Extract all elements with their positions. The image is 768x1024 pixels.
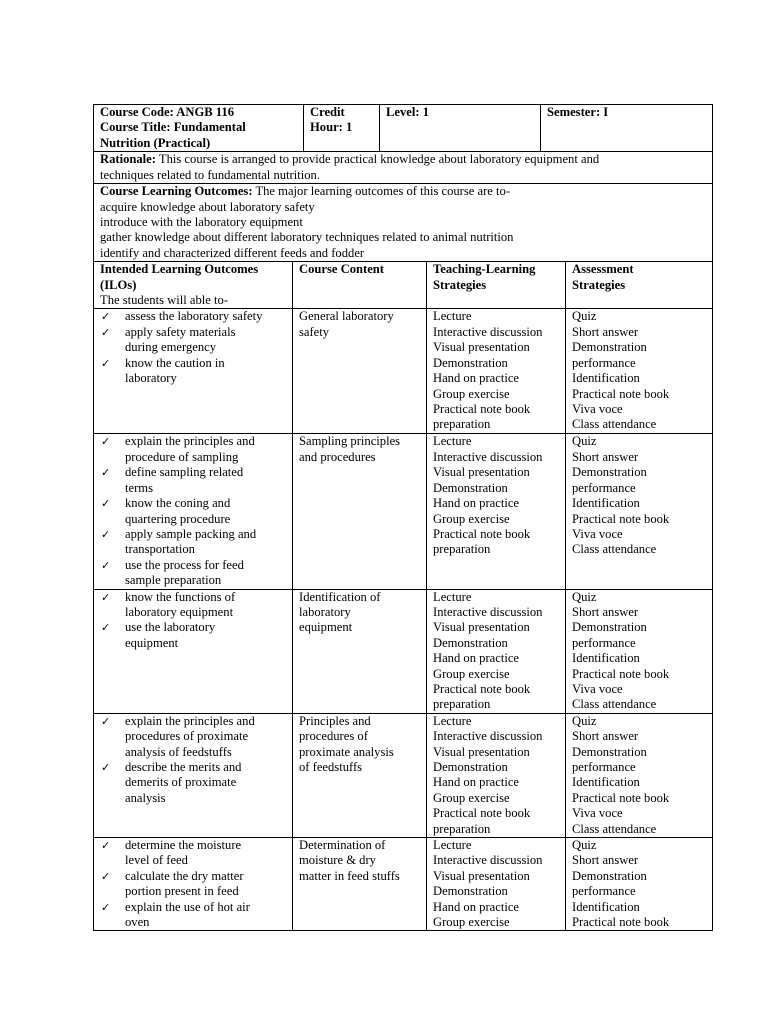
ilo-item [100, 496, 286, 527]
content-cell [293, 589, 427, 713]
teaching-strategy-line: Demonstration [433, 760, 508, 774]
assessment-strategy-cell [566, 838, 713, 931]
ilo-text: define sampling related [125, 465, 244, 480]
teaching-strategy-line: Demonstration [433, 635, 508, 650]
teaching-strategy-line: Practical note book [433, 401, 531, 416]
teaching-strategy-line: Practical note book [433, 526, 531, 541]
content-line: matter in feed stuffs [299, 868, 400, 883]
ilo-text: describe the merits and [125, 760, 242, 774]
rationale-row [94, 152, 713, 184]
checkmark-icon: ✓ [101, 356, 111, 370]
ilo-text: transportation [125, 542, 195, 557]
credit-cell [304, 105, 380, 152]
teaching-strategy-line: Group exercise [433, 511, 510, 526]
outcome-item: acquire knowledge about laboratory safety [100, 199, 315, 214]
teaching-strategy-line: Demonstration [433, 355, 508, 370]
table-row [94, 309, 713, 434]
teaching-strategy-line: Group exercise [433, 386, 510, 401]
assessment-strategy-line: Class attendance [572, 821, 657, 836]
ilo-item [100, 590, 286, 621]
table-row [94, 434, 713, 589]
ilo-cell [94, 589, 293, 713]
content-line: moisture & dry [299, 853, 376, 868]
assessment-strategy-line: Short answer [572, 324, 639, 339]
teaching-strategy-line: Demonstration [433, 480, 508, 495]
assessment-strategy-line: Class attendance [572, 417, 657, 432]
course-title-cont: Nutrition (Practical) [100, 135, 211, 150]
teaching-strategy-line: Visual presentation [433, 340, 530, 355]
content-line: laboratory [299, 604, 351, 619]
ilo-item [100, 465, 286, 496]
teaching-strategy-cell [427, 838, 566, 931]
ilo-text: analysis of feedstuffs [125, 744, 232, 759]
ilo-text: oven [125, 915, 150, 930]
outcomes-intro: The major learning outcomes of this course are to- [255, 184, 511, 199]
ilo-text: apply sample packing and [125, 526, 257, 541]
assessment-strategy-line: performance [572, 635, 636, 650]
content-header-cell [293, 262, 427, 309]
assessment-header-cont: Strategies [572, 277, 626, 292]
checkmark-icon: ✓ [101, 558, 111, 572]
teaching-strategy-line: Lecture [433, 309, 472, 324]
ilo-header-cell [94, 262, 293, 309]
ilo-item [100, 434, 286, 465]
teaching-strategy-line: Visual presentation [433, 620, 530, 635]
teaching-strategy-line: Practical note book [433, 681, 531, 696]
ilo-text: know the coning and [125, 496, 231, 511]
content-line: Principles and [299, 713, 371, 728]
table-row [94, 589, 713, 713]
teaching-strategy-cell [427, 309, 566, 434]
teaching-header-cell [427, 262, 566, 309]
checkmark-icon: ✓ [101, 839, 111, 853]
ilo-text: use the laboratory [125, 620, 216, 635]
teaching-strategy-line: Visual presentation [433, 465, 530, 480]
checkmark-icon: ✓ [101, 497, 111, 511]
teaching-strategy-line: Lecture [433, 713, 472, 728]
assessment-strategy-line: Quiz [572, 309, 597, 324]
assessment-strategy-line: Demonstration [572, 744, 647, 759]
ilo-item [100, 838, 286, 869]
assessment-strategy-cell [566, 309, 713, 434]
teaching-strategy-line: Interactive discussion [433, 729, 543, 744]
assessment-strategy-line: performance [572, 760, 636, 774]
ilo-item [100, 869, 286, 900]
content-line: procedures of [299, 729, 368, 744]
outcomes-row [94, 184, 713, 262]
ilo-text: laboratory [125, 371, 177, 386]
ilo-text: analysis [125, 790, 166, 805]
assessment-strategy-line: Practical note book [572, 511, 670, 526]
teaching-strategy-line: Lecture [433, 838, 472, 853]
assessment-strategy-line: Short answer [572, 853, 639, 868]
teaching-strategy-line: Hand on practice [433, 371, 520, 386]
assessment-strategy-line: Quiz [572, 713, 597, 728]
ilo-text: explain the use of hot air [125, 899, 250, 914]
ilo-text: apply safety materials [125, 324, 236, 339]
teaching-strategy-cell [427, 589, 566, 713]
semester: Semester: I [547, 105, 609, 119]
ilo-item [100, 714, 286, 760]
assessment-strategy-line: Viva voce [572, 401, 623, 416]
assessment-header: Assessment [572, 262, 634, 277]
checkmark-icon: ✓ [101, 900, 111, 914]
checkmark-icon: ✓ [101, 466, 111, 480]
ilo-subheader: The students will able to- [100, 293, 229, 308]
assessment-strategy-line: Practical note book [572, 790, 670, 805]
assessment-strategy-line: Class attendance [572, 697, 657, 712]
teaching-strategy-line: Group exercise [433, 790, 510, 805]
ilo-text: laboratory equipment [125, 604, 234, 619]
teaching-header-cont: Strategies [433, 277, 487, 292]
level: Level: 1 [386, 105, 430, 119]
content-line: of feedstuffs [299, 760, 363, 774]
assessment-strategy-line: Class attendance [572, 542, 657, 557]
assessment-strategy-cell [566, 713, 713, 837]
ilo-item [100, 325, 286, 356]
ilo-item [100, 760, 286, 806]
assessment-strategy-line: Demonstration [572, 465, 647, 480]
teaching-strategy-line: preparation [433, 821, 491, 836]
ilo-text: during emergency [125, 340, 217, 355]
teaching-strategy-line: Interactive discussion [433, 449, 543, 464]
assessment-strategy-line: performance [572, 355, 636, 370]
course-document [93, 104, 712, 931]
content-line: proximate analysis [299, 744, 394, 759]
checkmark-icon: ✓ [101, 310, 111, 324]
teaching-strategy-line: Hand on practice [433, 651, 520, 666]
assessment-strategy-line: Quiz [572, 434, 597, 449]
ilo-text: use the process for feed [125, 557, 244, 572]
assessment-strategy-line: Short answer [572, 604, 639, 619]
table-row [94, 838, 713, 931]
ilo-list [100, 309, 286, 386]
ilo-text: procedure of sampling [125, 449, 239, 464]
ilo-cell [94, 713, 293, 837]
ilo-text: know the functions of [125, 589, 236, 604]
assessment-strategy-line: Demonstration [572, 620, 647, 635]
content-cell [293, 434, 427, 589]
assessment-strategy-line: Viva voce [572, 526, 623, 541]
ilo-text: explain the principles and [125, 434, 255, 449]
rationale-label: Rationale: [100, 152, 156, 167]
teaching-strategy-line: Lecture [433, 434, 472, 449]
teaching-strategy-line: Interactive discussion [433, 604, 543, 619]
header-row [94, 105, 713, 152]
assessment-strategy-line: Practical note book [572, 666, 670, 681]
assessment-strategy-line: Identification [572, 651, 640, 666]
assessment-strategy-line: Identification [572, 899, 640, 914]
ilo-text: terms [125, 480, 153, 495]
content-line: Identification of [299, 589, 381, 604]
ilo-text: level of feed [125, 853, 188, 868]
ilo-list [100, 714, 286, 806]
assessment-strategy-line: Short answer [572, 449, 639, 464]
content-line: safety [299, 324, 330, 339]
teaching-strategy-line: preparation [433, 697, 491, 712]
teaching-strategy-line: Group exercise [433, 915, 510, 930]
teaching-strategy-line: Demonstration [433, 884, 508, 899]
ilo-text: quartering procedure [125, 511, 231, 526]
assessment-strategy-line: Viva voce [572, 681, 623, 696]
ilo-header: Intended Learning Outcomes [100, 262, 259, 277]
ilo-list [100, 590, 286, 652]
teaching-strategy-line: Group exercise [433, 666, 510, 681]
assessment-strategy-line: Identification [572, 371, 640, 386]
assessment-strategy-line: performance [572, 480, 636, 495]
assessment-strategy-line: Quiz [572, 838, 597, 853]
assessment-strategy-line: Identification [572, 496, 640, 511]
assessment-strategy-line: Short answer [572, 729, 639, 744]
checkmark-icon: ✓ [101, 621, 111, 635]
teaching-strategy-line: preparation [433, 417, 491, 432]
ilo-item [100, 558, 286, 589]
ilo-cell [94, 434, 293, 589]
assessment-strategy-line: Practical note book [572, 386, 670, 401]
outcomes-label: Course Learning Outcomes: [100, 184, 253, 199]
outcome-item: identify and characterized different feeds and fodder [100, 245, 365, 260]
content-line: General laboratory [299, 309, 394, 324]
content-line: Sampling principles [299, 434, 401, 449]
ilo-text: explain the principles and [125, 713, 255, 728]
checkmark-icon: ✓ [101, 761, 111, 774]
content-cell [293, 838, 427, 931]
ilo-item [100, 309, 286, 324]
teaching-strategy-line: Lecture [433, 589, 472, 604]
ilo-item [100, 620, 286, 651]
ilo-text: sample preparation [125, 573, 222, 588]
teaching-strategy-line: Hand on practice [433, 496, 520, 511]
ilo-cell [94, 838, 293, 931]
teaching-strategy-line: Interactive discussion [433, 853, 543, 868]
teaching-strategy-line: Visual presentation [433, 868, 530, 883]
ilo-list [100, 434, 286, 588]
ilo-strategy-table [93, 261, 713, 931]
teaching-strategy-cell [427, 434, 566, 589]
assessment-strategy-cell [566, 434, 713, 589]
semester-cell [541, 105, 713, 152]
ilo-text: demerits of proximate [125, 775, 237, 790]
table-header-row [94, 262, 713, 309]
course-title: Course Title: Fundamental [100, 120, 246, 135]
checkmark-icon: ✓ [101, 325, 111, 339]
teaching-strategy-line: Visual presentation [433, 744, 530, 759]
checkmark-icon: ✓ [101, 590, 111, 604]
content-line: and procedures [299, 449, 376, 464]
outcome-item: gather knowledge about different laboratory techniques related to animal nutrition [100, 230, 514, 245]
ilo-item [100, 900, 286, 931]
checkmark-icon: ✓ [101, 869, 111, 883]
ilo-text: know the caution in [125, 355, 225, 370]
content-cell [293, 713, 427, 837]
checkmark-icon: ✓ [101, 435, 111, 449]
checkmark-icon: ✓ [101, 714, 111, 728]
content-header: Course Content [299, 262, 385, 277]
checkmark-icon: ✓ [101, 527, 111, 541]
rationale-text-cont: techniques related to fundamental nutrition. [100, 167, 320, 182]
rationale-text: This course is arranged to provide practical knowledge about laboratory equipment and [158, 152, 600, 167]
ilo-cell [94, 309, 293, 434]
teaching-strategy-line: Practical note book [433, 806, 531, 821]
assessment-strategy-line: Practical note book [572, 915, 670, 930]
course-code: Course Code: ANGB 116 [100, 105, 234, 119]
ilo-header-abbr: (ILOs) [100, 277, 137, 292]
teaching-strategy-line: Interactive discussion [433, 324, 543, 339]
course-info-cell [94, 105, 304, 152]
outcome-item: introduce with the laboratory equipment [100, 215, 303, 230]
credit-label: Credit [310, 105, 345, 119]
assessment-strategy-cell [566, 589, 713, 713]
course-header-table [93, 104, 713, 262]
level-cell [380, 105, 541, 152]
credit-hour: Hour: 1 [310, 120, 353, 135]
teaching-strategy-cell [427, 713, 566, 837]
ilo-list [100, 838, 286, 930]
rationale-cell [94, 152, 713, 184]
assessment-strategy-line: Demonstration [572, 340, 647, 355]
assessment-strategy-line: Identification [572, 775, 640, 790]
content-cell [293, 309, 427, 434]
outcomes-cell [94, 184, 713, 262]
assessment-strategy-line: performance [572, 884, 636, 899]
ilo-text: portion present in feed [125, 884, 239, 899]
content-line: equipment [299, 620, 353, 635]
teaching-strategy-line: Hand on practice [433, 775, 520, 790]
ilo-item [100, 527, 286, 558]
teaching-header: Teaching-Learning [433, 262, 536, 277]
assessment-strategy-line: Demonstration [572, 868, 647, 883]
ilo-text: calculate the dry matter [125, 868, 244, 883]
ilo-text: assess the laboratory safety [125, 309, 263, 324]
table-row [94, 713, 713, 837]
ilo-item [100, 356, 286, 387]
ilo-text: determine the moisture [125, 838, 242, 853]
ilo-text: equipment [125, 635, 179, 650]
content-line: Determination of [299, 838, 386, 853]
assessment-header-cell [566, 262, 713, 309]
assessment-strategy-line: Quiz [572, 589, 597, 604]
ilo-text: procedures of proximate [125, 729, 249, 744]
teaching-strategy-line: preparation [433, 542, 491, 557]
teaching-strategy-line: Hand on practice [433, 899, 520, 914]
assessment-strategy-line: Viva voce [572, 806, 623, 821]
